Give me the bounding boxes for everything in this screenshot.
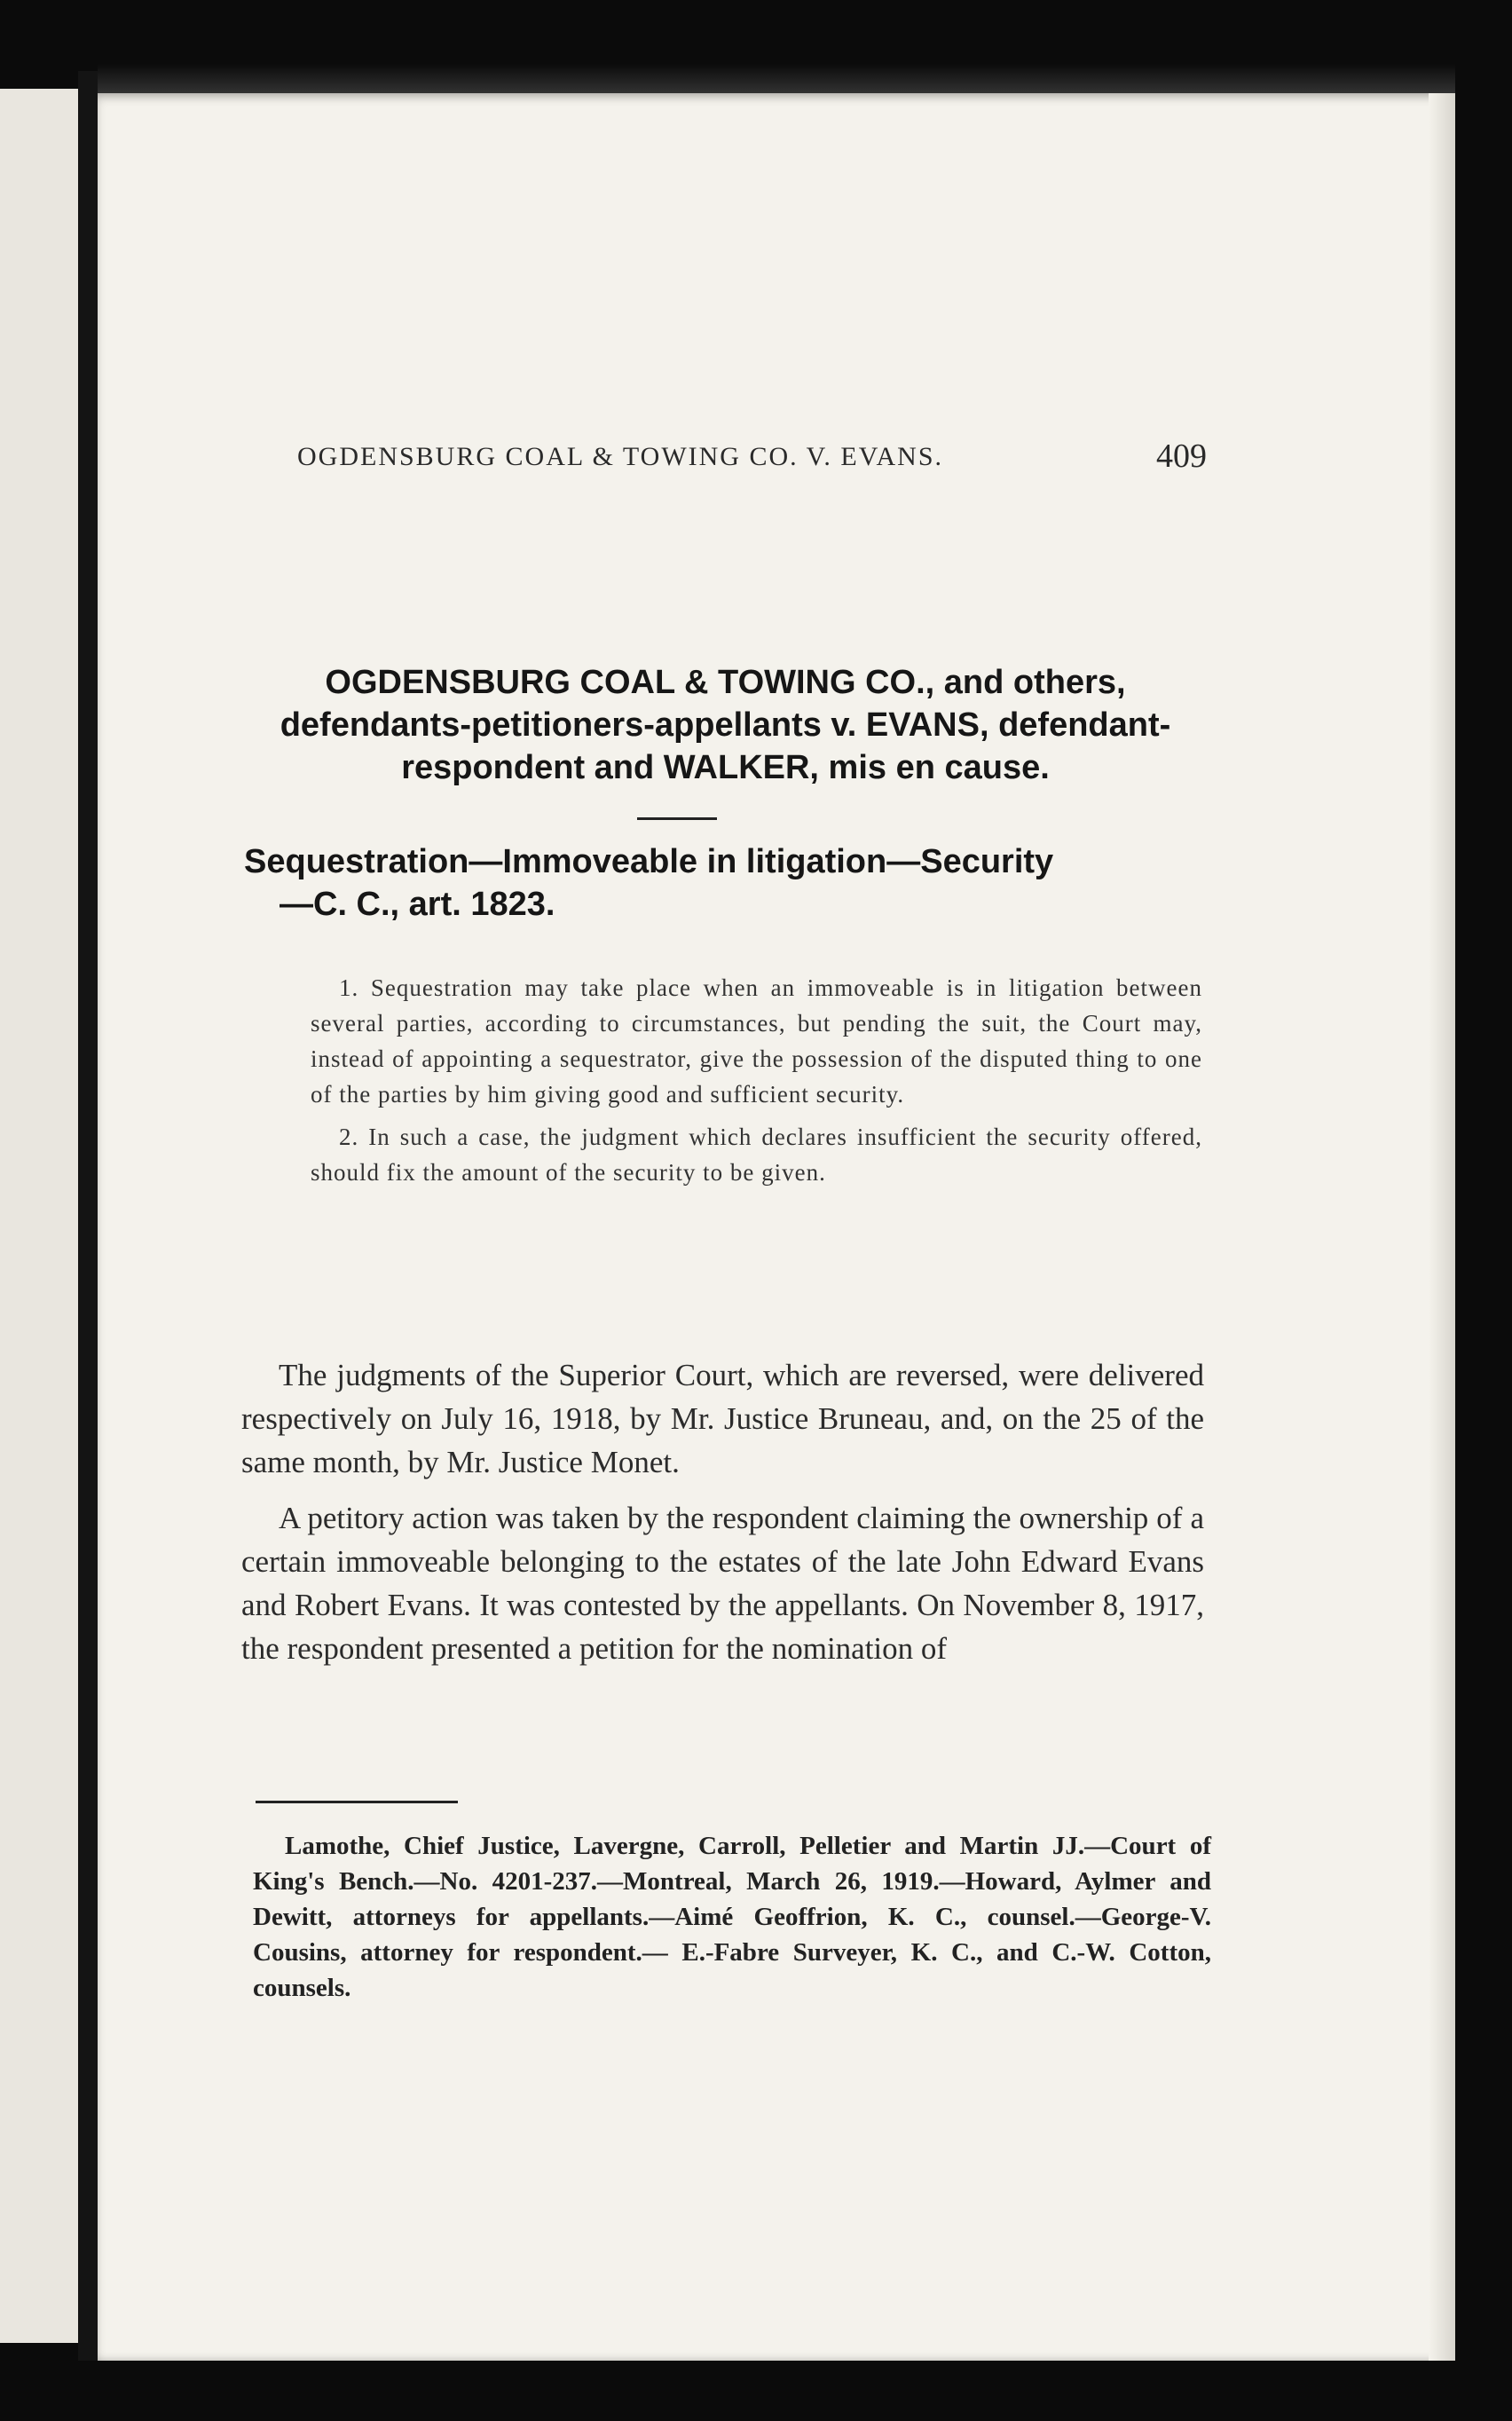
running-head [297, 438, 1207, 475]
syllabus [311, 970, 1202, 1197]
body-paragraph-1: The judgments of the Superior Court, which are reversed, were delivered respectively on July 16, 1918, by Mr. Justice Bruneau, and, on the 25 of the same month, by Mr. Justice Monet. [241, 1358, 1204, 1479]
syllabus-point-1: 1. Sequestration may take place when an immoveable is in litigation between several parties, according to circumstances, but pending the suit, the Court may, instead of appointing a sequestrator, give the possession of the disputed thing to one of the parties by him giving good and sufficient security. [311, 974, 1202, 1108]
footnote-text: Lamothe, Chief Justice, Lavergne, Carroll, Pelletier and Martin JJ.—Court of King's Bench.—No. 4201-237.—Montreal, March 26, 1919.—Howard, Aylmer and Dewitt, attorneys for appellants.—Aimé Geoffrion, K. C., counsel.—George-V. Cousins, attorney for respondent.— E.-Fabre Surveyer, K. C., and C.-W. Cotton, counsels. [253, 1832, 1211, 2002]
page-number: 409 [1156, 438, 1207, 475]
footnote [253, 1828, 1211, 2006]
case-title: OGDENSBURG COAL & TOWING CO., and others, defendants-petitioners-appellants v. EVANS, defendant-respondent and WALKER, mis en cause. [280, 664, 1171, 786]
headnote [244, 840, 1211, 926]
body-text [241, 1353, 1204, 1683]
headnote-line-2: —C. C., art. 1823. [280, 886, 555, 923]
body-paragraph-2: A petitory action was taken by the respondent claiming the ownership of a certain immoveable belonging to the estates of the late John Edward Evans and Robert Evans. It was contested by the appellants. On November 8, 1917, the respondent presented a petition for the nomination of [241, 1501, 1204, 1666]
syllabus-point-2: 2. In such a case, the judgment which declares insufficient the security offered, should fix the amount of the security to be given. [311, 1124, 1202, 1186]
footnote-divider [256, 1801, 458, 1803]
running-head-title: OGDENSBURG COAL & TOWING CO. V. EVANS. [297, 442, 944, 471]
title-divider [637, 817, 717, 820]
headnote-line-1: Sequestration—Immoveable in litigation—Security [244, 843, 1054, 880]
facing-page-edge [0, 89, 81, 2343]
page-fore-edge [1429, 93, 1455, 2361]
book-page [98, 93, 1455, 2361]
book-spine [78, 71, 98, 2361]
